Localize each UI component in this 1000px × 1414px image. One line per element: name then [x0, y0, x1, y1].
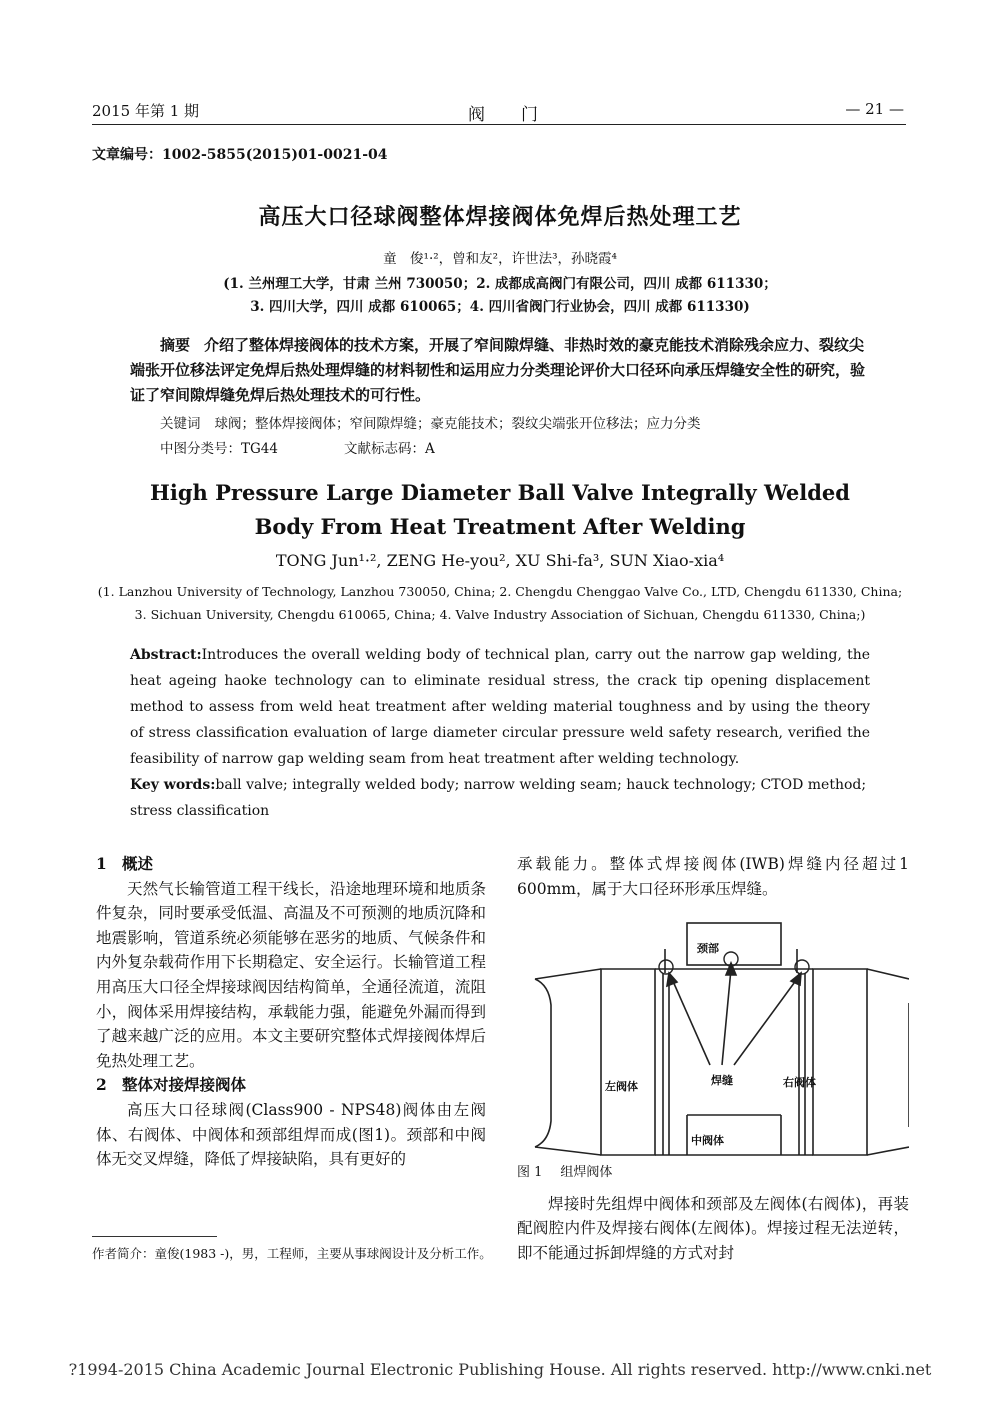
- abstract-english-label: Abstract:: [130, 647, 202, 663]
- label-right-body: 右阀体: [783, 1076, 816, 1090]
- clc-number: 中图分类号：TG44: [160, 441, 278, 457]
- figure-welded-body: [517, 915, 909, 1161]
- title-english-line: Body From Heat Treatment After Welding: [254, 514, 746, 539]
- author-footnote: 作者简介：童俊(1983 -)，男，工程师，主要从事球阀设计及分析工作。: [92, 1246, 492, 1261]
- middle-body-outline: [655, 969, 813, 1155]
- weld-marker-left: [659, 960, 673, 974]
- right-body-edges: [867, 969, 909, 1155]
- authors-chinese: 童 俊¹·²，曾和友²，许世法³，孙晓霞⁴: [383, 251, 617, 267]
- left-column: [96, 852, 486, 1172]
- keywords-label: 关键词: [160, 416, 201, 432]
- left-body-edges: [535, 969, 601, 1155]
- classification-line: [160, 437, 435, 457]
- footnote-rule: [92, 1236, 217, 1237]
- arrow-left-line: [672, 979, 710, 1065]
- arrow-right-line: [734, 979, 797, 1065]
- label-weld: 焊缝: [711, 1074, 733, 1088]
- right-body-flange: [813, 969, 867, 1155]
- journal-name: 阀门: [468, 105, 574, 125]
- article-number: 文章编号：1002-5855(2015)01-0021-04: [92, 147, 388, 163]
- keywords-english-label: Key words:: [130, 777, 216, 793]
- title-chinese: 高压大口径球阀整体焊接阀体免焊后热处理工艺: [258, 204, 742, 230]
- affiliation-chinese-line: (1. 兰州理工大学，甘肃 兰州 730050；2. 成都成高阀门有限公司，四川 成都 611330；: [223, 276, 777, 292]
- abstract-english: [130, 642, 870, 772]
- left-weld-seam: [663, 973, 669, 1155]
- label-left-body: 左阀体: [605, 1080, 638, 1094]
- left-body-flange: [601, 969, 655, 1155]
- section-heading: 1 概述: [96, 854, 154, 873]
- section-paragraph: 高压大口径球阀(Class900 - NPS48)阀体由左阀体、右阀体、中阀体和颈部组焊而成(图1)。颈部和中阀体无交叉焊缝，降低了焊接缺陷，具有更好的: [96, 1100, 486, 1169]
- keywords-english: [130, 772, 870, 824]
- affiliation-english-line: 3. Sichuan University, Chengdu 610065, China; 4. Valve Industry Association of Sichuan, Chengdu 611330, China;): [134, 607, 866, 622]
- keywords-chinese: [160, 412, 701, 432]
- figure-caption: 图 1 组焊阀体: [517, 1165, 613, 1181]
- copyright-notice: ?1994-2015 China Academic Journal Electronic Publishing House. All rights reserved. http://www.cnki.net: [68, 1360, 932, 1379]
- abstract-text: 介绍了整体焊接阀体的技术方案，开展了窄间隙焊缝、非热时效的豪克能技术消除残余应力、裂纹尖端张开位移法评定免焊后热处理焊缝的材料韧性和运用应力分类理论评价大口径环向承压焊缝安全性的研究，验证了窄间隙焊缝免焊后热处理技术的可行性。: [130, 336, 866, 404]
- abstract-chinese: [130, 333, 875, 408]
- label-middle-body: 中阀体: [691, 1134, 724, 1148]
- abstract-label: 摘要: [160, 336, 191, 354]
- keywords-english-text: ball valve; integrally welded body; narrow welding seam; hauck technology; CTOD method; stress classification: [130, 777, 867, 819]
- header-rule: [92, 124, 906, 125]
- paragraph-welding-process: 焊接时先组焊中阀体和颈部及左阀体(右阀体)，再装配阀腔内件及焊接右阀体(左阀体)。焊接过程无法逆转，即不能通过拆卸焊缝的方式对封: [517, 1194, 909, 1262]
- arrow-middle-line: [722, 969, 731, 1065]
- arrow-left-head: [667, 973, 677, 986]
- section-heading: 2 整体对接焊接阀体: [96, 1075, 247, 1095]
- affiliation-english-line: (1. Lanzhou University of Technology, Lanzhou 730050, China; 2. Chengdu Chenggao Valve Co., LTD, Chengdu 611330, China;: [97, 584, 903, 599]
- title-english: [0, 476, 1000, 544]
- right-column: [517, 852, 909, 1266]
- affiliation-chinese-line: 3. 四川大学，四川 成都 610065；4. 四川省阀门行业协会，四川 成都 611330): [250, 299, 750, 315]
- journal-issue: 2015 年第 1 期: [92, 102, 200, 120]
- document-code: 文献标志码：A: [343, 441, 435, 457]
- page-number: — 21 —: [845, 100, 904, 118]
- keywords-text: 球阀；整体焊接阀体；窄间隙焊缝；豪克能技术；裂纹尖端张开位移法；应力分类: [214, 416, 701, 432]
- title-english-line: High Pressure Large Diameter Ball Valve Integrally Welded: [150, 480, 850, 505]
- left-body-end: [535, 979, 551, 1147]
- right-weld-seam: [799, 973, 805, 1155]
- paragraph-continuation: 承载能力。整体式焊接阀体(IWB)焊缝内径超过1 600mm，属于大口径环形承压焊缝。: [517, 855, 909, 898]
- label-neck: 颈部: [697, 942, 719, 956]
- authors-english: TONG Jun¹·², ZENG He-you², XU Shi-fa³, SUN Xiao-xia⁴: [275, 551, 725, 570]
- abstract-english-text: Introduces the overall welding body of technical plan, carry out the narrow gap welding, the heat ageing haoke technology can to eliminate residual stress, the crack tip opening displacement method to assess from weld heat treatment after welding material toughness and by using the theory of stress classification evaluation of large diameter circular pressure weld safety research, verified the feasibility of narrow gap welding seam from heat treatment after welding technology.: [130, 647, 870, 767]
- section-paragraph: 天然气长输管道工程干线长，沿途地理环境和地质条件复杂，同时要承受低温、高温及不可预测的地质沉降和地震影响，管道系统必须能够在恶劣的地质、气候条件和内外复杂载荷作用下长期稳定、安全运行。长输管道工程用高压大口径全焊接球阀因结构简单，全通径流道，流阻小，阀体采用焊接结构，承载能力强，能避免外漏而得到了越来越广泛的应用。本文主要研究整体式焊接阀体焊后免热处理工艺。: [96, 879, 486, 1070]
- arrow-right-head: [791, 973, 801, 985]
